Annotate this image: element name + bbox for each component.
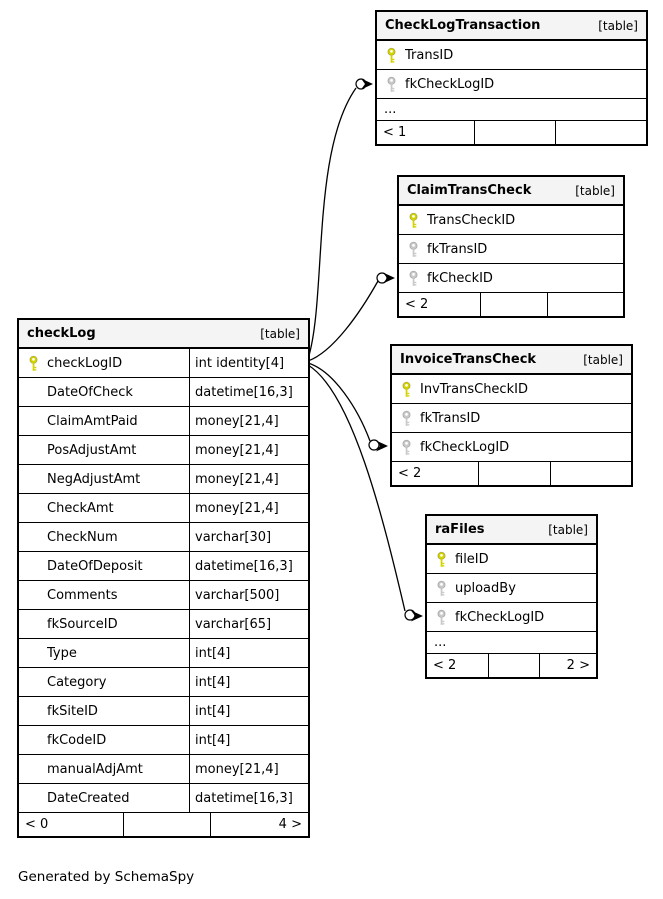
table-row <box>19 349 308 378</box>
table-row <box>19 378 308 407</box>
foreign-key-icon <box>427 609 455 626</box>
table-tag: [table] <box>260 326 300 341</box>
foreign-key-icon <box>399 270 427 287</box>
column-name: fkCheckLogID <box>405 76 495 92</box>
column-type: int[4] <box>189 639 308 667</box>
footer-children-count: < 2 <box>433 658 457 673</box>
column-name: fkTransID <box>427 241 488 257</box>
column-type: money[21,4] <box>189 494 308 522</box>
generated-by-credit: Generated by SchemaSpy <box>18 869 195 885</box>
footer-middle-cell <box>488 654 539 677</box>
table-name[interactable]: checkLog <box>27 326 96 341</box>
table-name[interactable]: raFiles <box>435 522 485 537</box>
column-name: fkCodeID <box>47 732 107 748</box>
column-name: Type <box>47 645 77 661</box>
relationship-checklogtransaction <box>308 79 373 360</box>
table-row <box>19 784 308 813</box>
column-name: checkLogID <box>47 355 123 371</box>
column-type: money[21,4] <box>189 465 308 493</box>
column-type: int[4] <box>189 726 308 754</box>
column-name: ClaimAmtPaid <box>47 413 138 429</box>
table-row <box>19 552 308 581</box>
table-row <box>19 726 308 755</box>
table-footer <box>377 121 646 144</box>
table-row <box>427 545 596 574</box>
footer-parents-count: 4 > <box>210 813 308 836</box>
table-row <box>19 465 308 494</box>
table-row <box>392 375 631 404</box>
table-row <box>19 581 308 610</box>
table-name[interactable]: InvoiceTransCheck <box>400 352 537 367</box>
table-row <box>427 574 596 603</box>
column-type: money[21,4] <box>189 436 308 464</box>
footer-middle-cell <box>474 121 555 144</box>
table-row <box>19 668 308 697</box>
table-row <box>399 206 623 235</box>
table-invoicetranscheck[interactable] <box>390 344 633 487</box>
column-type: int[4] <box>189 668 308 696</box>
table-row <box>392 433 631 462</box>
column-name: fkCheckLogID <box>455 609 545 625</box>
table-footer <box>392 462 631 485</box>
ellipsis-text: ... <box>384 102 397 117</box>
footer-middle-cell <box>480 293 547 316</box>
column-type: varchar[65] <box>189 610 308 638</box>
table-footer <box>427 654 596 677</box>
table-row <box>19 407 308 436</box>
column-name: DateCreated <box>47 790 130 806</box>
footer-children-count: < 2 <box>405 297 429 312</box>
column-name: fileID <box>455 551 489 567</box>
table-name[interactable]: ClaimTransCheck <box>407 183 532 198</box>
footer-middle-cell <box>123 813 210 836</box>
table-name[interactable]: CheckLogTransaction <box>385 18 541 33</box>
footer-children-count: < 2 <box>398 466 422 481</box>
column-type: datetime[16,3] <box>189 378 308 406</box>
table-row <box>19 755 308 784</box>
column-name: InvTransCheckID <box>420 381 528 397</box>
table-row <box>399 264 623 293</box>
table-header[interactable] <box>377 12 646 41</box>
column-name: uploadBy <box>455 580 516 596</box>
table-tag: [table] <box>583 352 623 367</box>
footer-parents-count: 2 > <box>539 654 596 677</box>
column-name: TransID <box>405 47 454 63</box>
primary-key-icon <box>392 381 420 398</box>
column-name: Category <box>47 674 107 690</box>
primary-key-icon <box>19 355 47 372</box>
table-row <box>399 235 623 264</box>
column-type: money[21,4] <box>189 407 308 435</box>
relationship-invoicetranscheck <box>308 363 388 452</box>
table-row-ellipsis <box>377 99 646 121</box>
table-tag: [table] <box>548 522 588 537</box>
foreign-key-icon <box>392 410 420 427</box>
column-name: manualAdjAmt <box>47 761 143 777</box>
table-footer <box>19 813 308 836</box>
table-row <box>377 70 646 99</box>
table-checklogtransaction[interactable] <box>375 10 648 146</box>
table-row <box>377 41 646 70</box>
table-row <box>427 603 596 632</box>
table-row <box>19 697 308 726</box>
column-name: CheckAmt <box>47 500 114 516</box>
foreign-key-icon <box>399 241 427 258</box>
footer-children-count: < 1 <box>383 125 407 140</box>
column-type: varchar[500] <box>189 581 308 609</box>
column-type: datetime[16,3] <box>189 784 308 812</box>
column-name: NegAdjustAmt <box>47 471 141 487</box>
table-rafiles[interactable] <box>425 514 598 679</box>
primary-key-icon <box>399 212 427 229</box>
column-name: fkCheckLogID <box>420 439 510 455</box>
table-footer <box>399 293 623 316</box>
footer-parents-count <box>547 293 623 316</box>
table-claimtranscheck[interactable] <box>397 175 625 318</box>
table-header[interactable] <box>19 320 308 349</box>
table-row <box>392 404 631 433</box>
foreign-key-icon <box>427 580 455 597</box>
column-name: fkSourceID <box>47 616 118 632</box>
column-name: fkSiteID <box>47 703 98 719</box>
table-row <box>19 436 308 465</box>
footer-children-count: < 0 <box>25 817 49 832</box>
footer-parents-count <box>550 462 631 485</box>
table-header[interactable] <box>427 516 596 545</box>
table-row <box>19 610 308 639</box>
footer-parents-count <box>555 121 646 144</box>
column-name: PosAdjustAmt <box>47 442 137 458</box>
column-type: int identity[4] <box>189 349 308 377</box>
column-type: datetime[16,3] <box>189 552 308 580</box>
column-name: CheckNum <box>47 529 118 545</box>
relationship-claimtranscheck <box>308 273 395 362</box>
column-name: DateOfCheck <box>47 384 133 400</box>
column-name: fkCheckID <box>427 270 493 286</box>
footer-middle-cell <box>478 462 550 485</box>
column-name: Comments <box>47 587 118 603</box>
table-row <box>19 494 308 523</box>
column-type: int[4] <box>189 697 308 725</box>
column-type: varchar[30] <box>189 523 308 551</box>
table-tag: [table] <box>575 183 615 198</box>
column-name: DateOfDeposit <box>47 558 143 574</box>
column-name: fkTransID <box>420 410 481 426</box>
table-row-ellipsis <box>427 632 596 654</box>
table-row <box>19 639 308 668</box>
foreign-key-icon <box>377 76 405 93</box>
table-header[interactable] <box>392 346 631 375</box>
table-row <box>19 523 308 552</box>
table-checklog[interactable] <box>17 318 310 838</box>
primary-key-icon <box>427 551 455 568</box>
primary-key-icon <box>377 47 405 64</box>
ellipsis-text: ... <box>434 635 447 650</box>
table-tag: [table] <box>598 18 638 33</box>
column-name: TransCheckID <box>427 212 516 228</box>
column-type: money[21,4] <box>189 755 308 783</box>
foreign-key-icon <box>392 439 420 456</box>
table-header[interactable] <box>399 177 623 206</box>
